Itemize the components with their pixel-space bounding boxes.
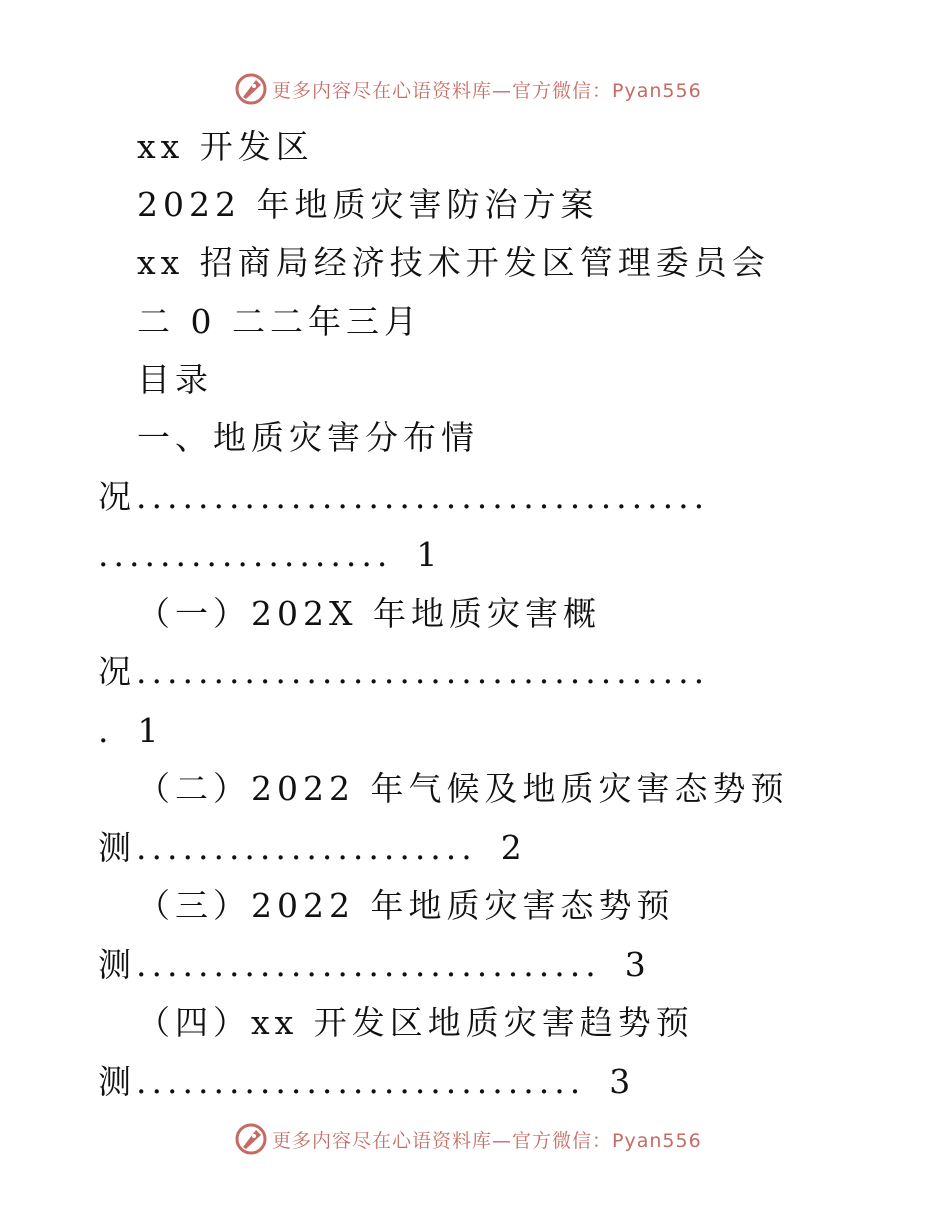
toc-entry-title[interactable]: （二）2022 年气候及地质灾害态势预 [137, 769, 789, 808]
cover-plan-title: 2022 年地质灾害防治方案 [137, 185, 599, 224]
watermark-banner-top [234, 71, 702, 107]
toc-leader-dots: ................... [98, 535, 393, 574]
toc-entry-title[interactable]: 一、地质灾害分布情 [137, 418, 479, 457]
toc-entry-leader: 况..................................... [98, 652, 710, 691]
cover-date: 二 0 二二年三月 [137, 302, 422, 341]
cover-committee: xx 招商局经济技术开发区管理委员会 [137, 243, 770, 282]
watermark-banner-bottom [234, 1121, 702, 1157]
toc-leader-dots: . [98, 711, 114, 750]
cover-district: xx 开发区 [137, 127, 314, 166]
toc-entry-title[interactable]: （四）xx 开发区地质灾害趋势预 [137, 1003, 694, 1042]
watermark-text: 更多内容尽在心语资料库—官方微信：Pyan556 [272, 79, 702, 102]
toc-entry-leader [98, 945, 651, 985]
toc-page-number[interactable]: 3 [609, 1062, 636, 1101]
toc-entry-title[interactable]: （一）202X 年地质灾害概 [137, 594, 601, 633]
toc-page-number[interactable]: 3 [624, 945, 651, 984]
toc-entry-title[interactable]: （三）2022 年地质灾害态势预 [137, 886, 675, 925]
toc-leader-dots: 测............................. [98, 1062, 586, 1101]
toc-entry-leader-cont [98, 535, 442, 575]
pen-nib-logo-icon [234, 72, 268, 106]
toc-entry-leader: 况..................................... [98, 477, 710, 516]
toc-heading: 目录 [137, 360, 213, 399]
toc-leader-dots: 测...................... [98, 828, 477, 867]
toc-entry-leader [98, 828, 527, 868]
watermark-text: 更多内容尽在心语资料库—官方微信：Pyan556 [272, 1129, 702, 1152]
toc-entry-leader-cont [98, 711, 164, 751]
toc-page-number[interactable]: 2 [500, 828, 527, 867]
toc-leader-dots: 测.............................. [98, 945, 601, 984]
toc-page-number[interactable]: 1 [137, 711, 164, 750]
pen-nib-logo-icon [234, 1122, 268, 1156]
toc-page-number[interactable]: 1 [416, 535, 443, 574]
toc-entry-leader [98, 1062, 635, 1102]
